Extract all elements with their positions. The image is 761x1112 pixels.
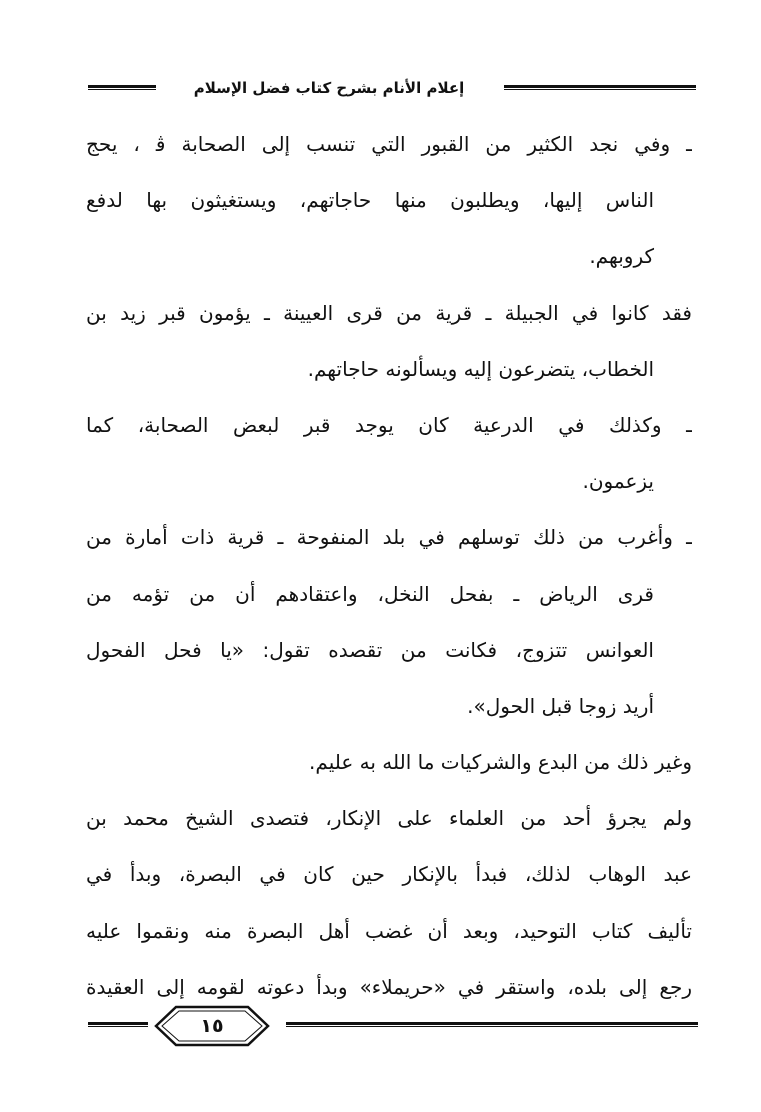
text-line: كروبهم. [589,244,654,269]
text-line: رجع إلى بلده، واستقر في «حريملاء» وبدأ دعوته لقومه إلى العقيدة [86,974,692,999]
footer-rule-right [286,1022,698,1027]
header-rule-left [88,85,156,90]
page-footer [88,1003,698,1049]
text-line: الخطاب، يتضرعون إليه ويسألونه حاجاتهم. [307,356,654,381]
text-line: العوانس تتزوج، فكانت من تقصده تقول: «يا فحل الفحول [86,637,654,662]
text-line: ـ وفي نجد الكثير من القبور التي تنسب إلى الصحابة ﭬ ، يحج [86,132,692,156]
header-title: إعلام الأنام بشرح كتاب فضل الإسلام [193,79,465,97]
text-line: وغير ذلك من البدع والشركيات ما الله به عليم. [309,750,692,775]
text-line: ـ وأغرب من ذلك توسلهم في بلد المنفوحة ـ قرية ذات أمارة من [86,525,692,550]
body-text [86,116,692,1015]
text-line: ولم يجرؤ أحد من العلماء على الإنكار، فتصدى الشيخ محمد بن [86,806,692,831]
text-line: تأليف كتاب التوحيد، وبعد أن غضب أهل البصرة منه ونقموا عليه [86,918,692,943]
page-number: ١٥ [200,1015,224,1037]
text-line: أريد زوجا قبل الحول». [467,693,654,718]
footer-rule-left [88,1022,148,1027]
text-line: الناس إليها، ويطلبون منها حاجاتهم، ويستغيثون بها لدفع [86,188,654,213]
text-line: ـ وكذلك في الدرعية كان يوجد قبر لبعض الصحابة، كما [86,412,692,437]
header-rule-right [504,85,696,90]
text-line: قرى الرياض ـ بفحل النخل، واعتقادهم أن من تؤمه من [86,581,654,606]
text-line: عبد الوهاب لذلك، فبدأ بالإنكار حين كان في البصرة، وبدأ في [86,862,692,887]
text-line: يزعمون. [582,469,654,494]
text-line: فقد كانوا في الجبيلة ـ قرية من قرى العيينة ـ يؤمون قبر زيد بن [86,300,692,325]
running-header [88,76,696,100]
page-number-badge [154,1005,270,1047]
